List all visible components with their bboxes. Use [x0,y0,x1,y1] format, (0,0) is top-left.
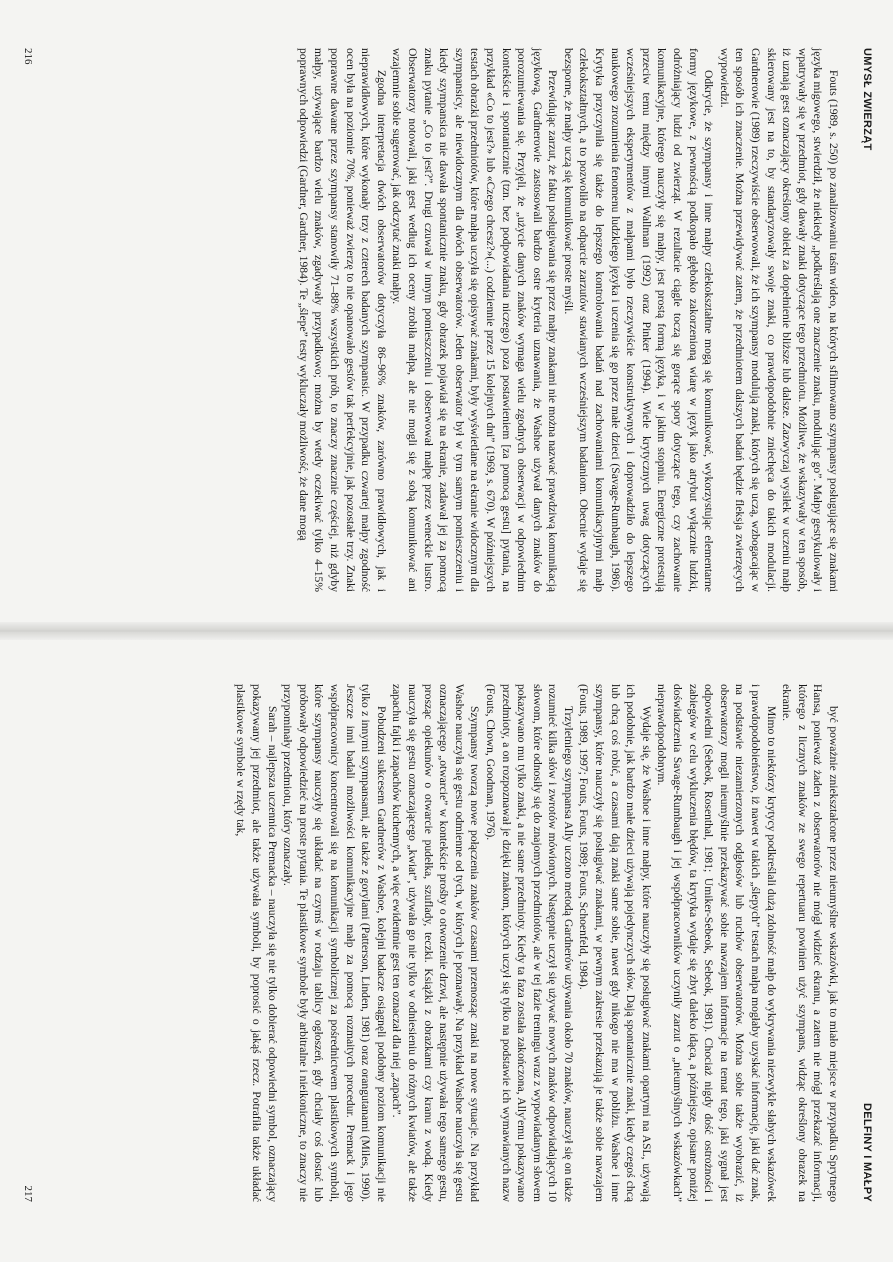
paragraph: Sarah – najlepsza uczennica Premacka – nauczyła się nie tylko dobierać odpowiedni symbol, oznaczający pokazywany jej przedmiot, ale także używała symboli, by poprosić o jakąś rzecz. Potrafiła także układać plastikowe symbole w rzędy tak, [234,684,279,1202]
left-page [0,0,893,622]
paragraph: Zgodna interpretacja dwóch obserwatorów dotyczyła 86–96% znaków, zarówno prawidłowych, jak i nieprawidłowych, które wykonały trzy z czterech badanych szympansic. W przypadku czwartej małpy zgodność ocen była na poziomie 70%, ponieważ zwierzę to nie opanowało gestów tak perfekcyjnie, jak pozostałe trzy. Znaki poprawne dawane przez szympansy stanowiły 71–88% wszystkich prób, to znaczy znacznie częściej, niż gdyby małpy, używające bardzo wielu znaków, zgadywały przypadkowo; można by wtedy oczekiwać tylko 4–15% poprawnych odpowiedzi (Gardner, Gardner, 1984). Te „ślepe” testy wykluczały możliwość, że dane mogą [296,48,388,592]
page-number-right: 217 [22,1185,34,1202]
paragraph: Szympansy tworzą nowe połączenia znaków czasami przenosząc znaki na nowe sytuacje. Na przykład Washoe nauczyła się gestu odmienne od tych, w których je poznawały. Na przykład Washoe nauczyła się gestu oznaczającego „otwarcie” w kontekście prośby o otworzenie drzwi, ale następnie używała tego samego gestu, prosząc opiekunów o otwarcie pudełka, szuflady, teczki. Książki z obrazkami czy kranu z wodą. Kiedy nauczyła się gestu oznaczającego „kwiat”, używała go nie tylko w odniesieniu do różnych kwiatów, ale także zapachu fajki i zapachów kuchennych, a więc ewidentnie gest ten oznaczał dla niej „zapach”. [390,684,482,1202]
paragraph: Przewidując zarzut, że faktu posługiwania się przez małpy znakami nie można nazwać prawdziwą komunikacją językową, Gardnerowie zastosowali bardzo ostre kryteria uznawania, że Washoe używał danych znaków do porozumiewania się. Przyjęli, że „użycie danych znaków wymaga wielu zgodnych obserwacji w odpowiednim kontekście i spontanicznie (tzn. bez podpowiadania niczego) poza postawieniem [za pomocą gestu] pytania, na przykład «Co to jest?» lub «Czego chcesz?»(...) codziennie przez 15 kolejnych dni” (1969, s. 670). W późniejszych testach obrazki przedmiotów, które małpa uczyła się opisywać znakami, były wyświetlane na ekranie widocznym dla szympansicy, ale niewidocznym dla dwóch obserwatorów. Jeden obserwator był w tym samym pomieszczeniu i kiedy szympansica nie dawała spontanicznie znaku, gdy obrazek pojawiał się na ekranie, zadawał jej za pomocą znaku pytanie „Co to jest?”. Drugi czuwał w innym pomieszczeniu i obserwował małpę przez weneckie lustro. Obserwatorzy notowali, jaki gest według ich oceny zrobiła małpa, ale nie mogli się z sobą komunikować ani wzajemnie sobie sugerować, jak odczytać znaki małpy. [390,48,560,592]
running-head-left: UMYSŁ ZWIERZĄT [861,48,873,151]
paragraph: być poważnie zniekształcone przez nieumyślne wskazówki, jak to miało miejsce w przypadku Sprytnego Hansa, ponieważ żaden z obserwatorów nie mógł widzieć ekranu, a zatem nie mógł przekazać informacji, którego z licznych znaków ze swego repertuaru powinien użyć szympans, widząc określony obrazek na ekranie. [780,684,840,1202]
paragraph: Trzyletniego szympansa Ally uczono metodą Gardnerów używania około 70 znaków, nauczył się on także rozumieć kilka słów i zwrotów mówionych. Następnie uczył się używać nowych znaków odpowiadających 10 słowom, które odnosiły się do znajomych przedmiotów, ale w tej fazie treningu wraz z wypowiadanym słowem pokazywano mu tylko znaki, a nie same przedmioty. Kiedy ta faza została zakończona, Ally'emu pokazywano przedmioty, a on rozpoznawał je dzięki znakom, których uczył się tylko na podstawie ich wymawianych nazw (Fouts, Chown, Goodman, 1976). [483,684,575,1202]
running-head-right: DELFINY I MAŁPY [861,1102,873,1202]
paragraph: Mimo to niektórzy krytycy podkreślali dużą zdolność małp do wykrywania niezwykle słabych wskazówek i prawdopodobieństwo, iż nawet w takich „ślepych” testach małpa mogłaby uzyskać informację, jaki dać znak, na podstawie niezamierzonych odgłosów lub ruchów obserwatorów. Można sobie także wyobrazić, iż obserwatorzy mogli nieumyślnie przekazywać sobie nawzajem informacje na temat tego, jaki sygnał jest odpowiedni (Sebeok, Rosenthal, 1981; Umiker-Sebeok, Sebeok, 1981). Chociaż nigdy dość ostrożności i zabiegów w celu wykluczenia błędów, ta krytyka wydaje się zbyt daleko idąca, a późniejsze, opisane poniżej doświadczenia Savage-Rumbaugh i jej współpracowników uczyniły zarzut o „nieumyślnych wskazówkach” nieprawdopodobnym. [655,684,778,1202]
paragraph: Fouts (1989, s. 250) po zanalizowaniu taśm wideo, na których sfilmowano szympansy posługujące się znakami języka migowego, stwierdził, że niekiedy „podkreślają one znaczenie znaku, modulując go”. Małpy gestykulowały i wpatrywały się w przedmiot, gdy dawały znaki dotyczące tego przedmiotu. Możliwe, że wskazywały w ten sposób, iż uznają gest oznaczający określony obiekt za dopełnienie bliższe lub dalsze. Zazwyczaj wysiłek w uczeniu małp skierowany jest na to, by standaryzowały swoje znaki, co prawdopodobnie zniechęca do takich modulacji. Gardnerowie (1989) rzeczywiście obserwowali, że ich szympansy modulują znaki, których się uczą, wzbogacając w ten sposób ich znaczenie. Można przewidywać zatem, że przedmiotem dalszych badań będzie fleksja zwierzęcych wypowiedzi. [717,48,840,592]
right-page [0,640,893,1262]
paragraph: Wydaje się, że Washoe i inne małpy, które nauczyły się posługiwać znakami opartymi na ASL, używają ich podobnie, jak bardzo małe dzieci używają pojedynczych słów. Dają spontanicznie znaki, kiedy czegoś chcą lub chcą coś robić, a czasami dają znaki same sobie, nawet gdy nikogo nie ma w pobliżu. Washoe i inne szympansy, które nauczyły się posługiwać znakami, w pewnym zakresie przekazują je także sobie nawzajem (Fouts, 1989, 1997; Fouts, Fouts, 1989; Fouts, Schoenfeld, 1984). [577,684,653,1202]
book-gutter [0,622,893,640]
paragraph: Odkrycie, że szympansy i inne małpy człekokształtne mogą się komunikować, wykorzystując elementarne formy językowe, z pewnością podkopało głęboko zakorzenioną wiarę w język jako atrybut wyłącznie ludzki, odróżniający ludzi od zwierząt. W rezultacie ciągle toczą się gorące spory dotyczące tego, czy zachowanie komunikacyjne, którego nauczyły się małpy, jest prostą formą języka, i w jakim stopniu. Energiczne protestują przeciw temu między innymi Wallman (1992) oraz Pinker (1994). Wiele krytycznych uwag dotyczących wcześniejszych eksperymentów z małpami było rzeczywiście konstruktywnych i doprowadziło do lepszego naukowego zrozumienia fenomenu ludzkiego języka i uczenia się go przez małe dzieci (Savage-Rumbaugh, 1986). Krytyka przyczyniła się także do lepszego kontrolowania badań nad zachowaniami komunikacyjnymi małp człekokształtnych, a to pozwoliło na odparcie zarzutów stawianych wcześniejszym badaniom. Obecnie wydaje się bezsporne, że małpy uczą się komunikować prostе myśli. [561,48,716,592]
page-number-left: 216 [22,48,34,65]
right-page-body [233,684,841,1202]
paragraph: Pobudzeni sukcesem Gardnerów z Washoe, kolejni badacze osiągnęli podobny poziom komunikacji nie tylko z innymi szympansami, ale także z gorylami (Patterson, Linden, 1981) oraz orangutanami (Miles, 1990). Jeszcze inni badali możliwości komunikacyjne małp za pomocą rozmaitych procedur. Premack i jego współpracownicy koncentrowali się na komunikacji symbolicznej za pośrednictwem plastikowych symboli, które szympansy nauczyły się układać na czymś w rodzaju tablicy ogłoszeń, gdy chciały coś dostać lub próbowały odpowiedzieć na proste pytania. Te plastikowe symbole były arbitralne i nieikoniczne, to znaczy nie przypominały przedmiotu, który oznaczały. [281,684,388,1202]
left-page-body [295,48,841,592]
